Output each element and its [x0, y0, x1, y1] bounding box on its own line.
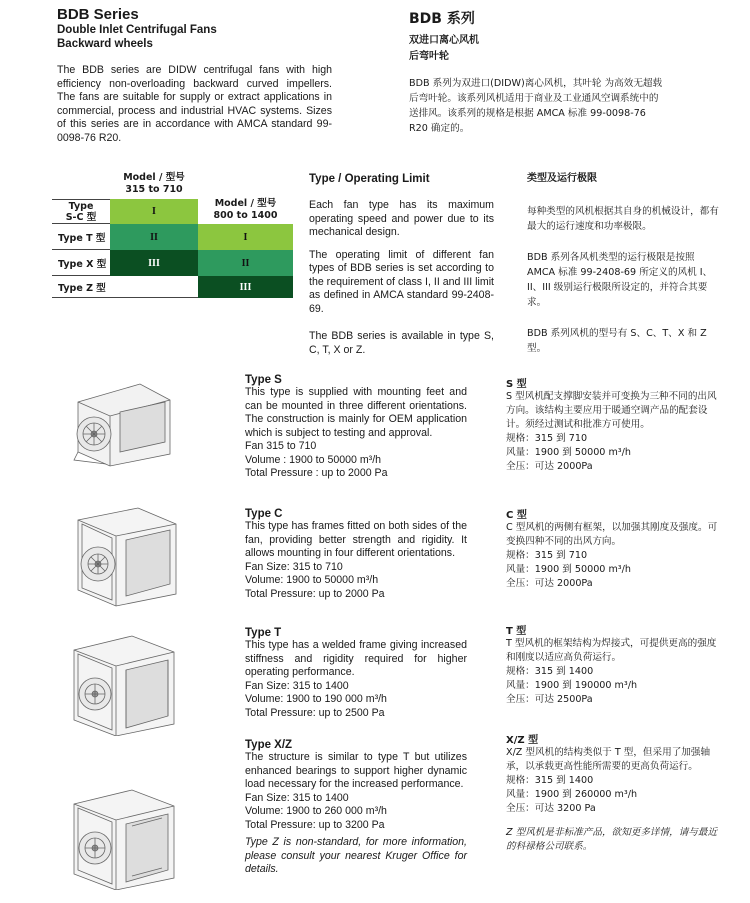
table-row-label-z: Type Z 型 — [52, 276, 110, 298]
type-xz-fan-cn: 规格：315 到 1400 — [506, 775, 594, 786]
type-t-pressure: Total Pressure: up to 2500 Pa — [245, 706, 385, 719]
type-s-title: Type S — [245, 374, 282, 386]
operating-limit-p1: Each fan type has its maximum operating speed and power due to its mechanical design. — [309, 199, 494, 238]
table-cell-z-small — [110, 276, 198, 298]
operating-limit-table — [52, 170, 294, 300]
type-c-block-cn — [506, 506, 720, 591]
type-c-pressure: Total Pressure: up to 2000 Pa — [245, 587, 385, 600]
table-col2-header: Model / 型号 800 to 1400 — [213, 198, 278, 221]
table-cell-z-large: III — [198, 276, 293, 298]
type-c-desc-cn: C 型风机的两侧有框架，以加强其刚度及强度。可变换四种不同的出风方向。 — [506, 522, 718, 547]
type-xz-fan: Fan Size: 315 to 1400 — [245, 791, 349, 804]
type-s-pressure-cn: 全压：可达 2000Pa — [506, 461, 593, 472]
type-xz-title-cn: X/Z 型 — [506, 735, 539, 746]
type-xz-block-cn — [506, 731, 720, 854]
type-c-volume: Volume: 1900 to 50000 m³/h — [245, 574, 379, 586]
type-t-desc-cn: T 型风机的框架结构为焊接式，可提供更高的强度和刚度以适应高负荷运行。 — [506, 638, 717, 663]
type-s-title-cn: S 型 — [506, 379, 527, 390]
type-t-desc: This type has a welded frame giving increased stiffness and rigidity required for higher operating performance. — [245, 639, 467, 678]
table-row-label-t: Type T 型 — [52, 224, 110, 250]
operating-limit-p3: The BDB series is available in type S, C, T, X or Z. — [309, 330, 494, 356]
type-c-pressure-cn: 全压：可达 2000Pa — [506, 578, 593, 589]
table-cell-x-small: III — [110, 250, 198, 276]
type-s-volume: Volume : 1900 to 50000 m³/h — [245, 453, 382, 466]
table-cell-sc-small: I — [110, 199, 198, 224]
type-xz-block — [245, 739, 467, 877]
type-xz-pressure: Total Pressure: up to 3200 Pa — [245, 818, 385, 831]
operating-limit-section-cn — [527, 169, 719, 356]
operating-limit-section — [309, 173, 494, 357]
table-cell-t-large: I — [198, 224, 293, 250]
type-s-block-cn — [506, 375, 720, 474]
en-header — [57, 6, 332, 145]
type-s-fan-cn: 规格：315 到 710 — [506, 433, 588, 444]
type-s-desc-cn: S 型风机配支撑脚安装并可变换为三种不同的出风方向。该结构主要应用于暖通空调产品的配套设计。须经过测试和批准方可使用。 — [506, 391, 717, 430]
fan-type-c-image — [72, 504, 180, 608]
table-cell-t-small: II — [110, 224, 198, 250]
type-t-title: Type T — [245, 627, 282, 639]
table-row-label-sc: Type S-C 型 — [52, 199, 110, 224]
operating-limit-p2-cn: BDB 系列各风机类型的运行极限是按照 AMCA 标准 99-2408-69 所定义的风机 I、II、III 级别运行极限所设定的，并符合其要求。 — [527, 252, 713, 308]
type-xz-volume: Volume: 1900 to 260 000 m³/h — [245, 805, 387, 817]
type-t-fan: Fan Size: 315 to 1400 — [245, 679, 349, 692]
type-xz-volume-cn: 风量：1900 到 260000 m³/h — [506, 789, 638, 800]
type-c-desc: This type has frames fitted on both sides of the fan, providing better strength and rigidity. It allows mounting in four different orientations. — [245, 520, 467, 559]
page-title: BDB Series — [57, 6, 139, 23]
type-z-note: Type Z is non-standard, for more information, please consult your nearest Kruger Office for details. — [245, 836, 467, 875]
type-c-volume-cn: 风量：1900 到 50000 m³/h — [506, 564, 631, 575]
type-xz-pressure-cn: 全压：可达 3200 Pa — [506, 803, 596, 814]
operating-limit-p3-cn: BDB 系列风机的型号有 S、C、T、X 和 Z 型。 — [527, 328, 707, 354]
table-cell-x-large: II — [198, 250, 293, 276]
operating-limit-p1-cn: 每种类型的风机根据其自身的机械设计，都有最大的运行速度和功率极限。 — [527, 206, 719, 232]
type-s-desc: This type is supplied with mounting feet and can be mounted in three different orientations. The construction is mainly for OEM application which is subject to testing and approval. — [245, 386, 467, 439]
page-title-cn: BDB 系列 — [409, 11, 475, 27]
type-t-block-cn — [506, 622, 720, 707]
type-xz-title: Type X/Z — [245, 739, 293, 751]
operating-limit-title-cn: 类型及运行极限 — [527, 173, 597, 184]
page-subtitle-2-cn: 后弯叶轮 — [409, 51, 449, 62]
fan-type-t-image — [70, 632, 178, 736]
type-s-fan: Fan 315 to 710 — [245, 440, 317, 452]
type-c-title: Type C — [245, 508, 283, 520]
type-c-fan-cn: 规格：315 到 710 — [506, 550, 588, 561]
type-t-volume-cn: 风量：1900 到 190000 m³/h — [506, 680, 638, 691]
type-z-note-cn: Z 型风机是非标准产品，欲知更多详情，请与最近的科禄格公司联系。 — [506, 827, 718, 852]
operating-limit-title: Type / Operating Limit — [309, 173, 430, 185]
operating-limit-p2: The operating limit of different fan types of BDB series is set according to the requirement of class I, II and III limit as defined in AMCA standard 99-2408-69. — [309, 248, 494, 315]
page-subtitle-1: Double Inlet Centrifugal Fans — [57, 24, 217, 36]
type-t-pressure-cn: 全压：可达 2500Pa — [506, 694, 593, 705]
page-subtitle-2: Backward wheels — [57, 38, 153, 50]
table-row-label-x: Type X 型 — [52, 250, 110, 276]
type-s-pressure: Total Pressure : up to 2000 Pa — [245, 467, 388, 479]
type-t-block — [245, 627, 467, 720]
fan-type-xz-image — [70, 786, 178, 890]
type-c-fan: Fan Size: 315 to 710 — [245, 560, 343, 573]
intro-text-cn: BDB 系列为双进口(DIDW)离心风机，其叶轮 为高效无超载后弯叶轮。该系列风机适用于商业及工业通风空调系统中的送排风。该系列的规格是根据 AMCA 标准 99-0098-76 R20 确定的。 — [409, 78, 663, 134]
page-subtitle-1-cn: 双进口离心风机 — [409, 35, 479, 46]
type-t-fan-cn: 规格：315 到 1400 — [506, 666, 594, 677]
type-xz-desc-cn: X/Z 型风机的结构类似于 T 型，但采用了加强轴承，以承载更高性能所需要的更高负荷运行。 — [506, 747, 711, 772]
type-t-volume: Volume: 1900 to 190 000 m³/h — [245, 693, 387, 705]
intro-text: The BDB series are DIDW centrifugal fans with high efficiency non-overloading backward curved impellers. The fans are suitable for supply or extract applications in commercial, process and industrial HVAC systems. Sizes of this series are in accordance with AMCA standard 99-0098-76 R20. — [57, 64, 332, 144]
type-c-title-cn: C 型 — [506, 510, 527, 521]
type-s-volume-cn: 风量：1900 到 50000 m³/h — [506, 447, 631, 458]
type-xz-desc: The structure is similar to type T but utilizes enhanced bearings to support higher dynamic load necessary for the increased performance. — [245, 751, 467, 790]
type-c-block — [245, 508, 467, 601]
table-col1-header: Model / 型号 315 to 710 — [123, 172, 185, 195]
cn-header — [409, 8, 664, 136]
type-t-title-cn: T 型 — [506, 626, 527, 637]
fan-type-s-image — [70, 372, 178, 468]
type-s-block — [245, 374, 467, 481]
